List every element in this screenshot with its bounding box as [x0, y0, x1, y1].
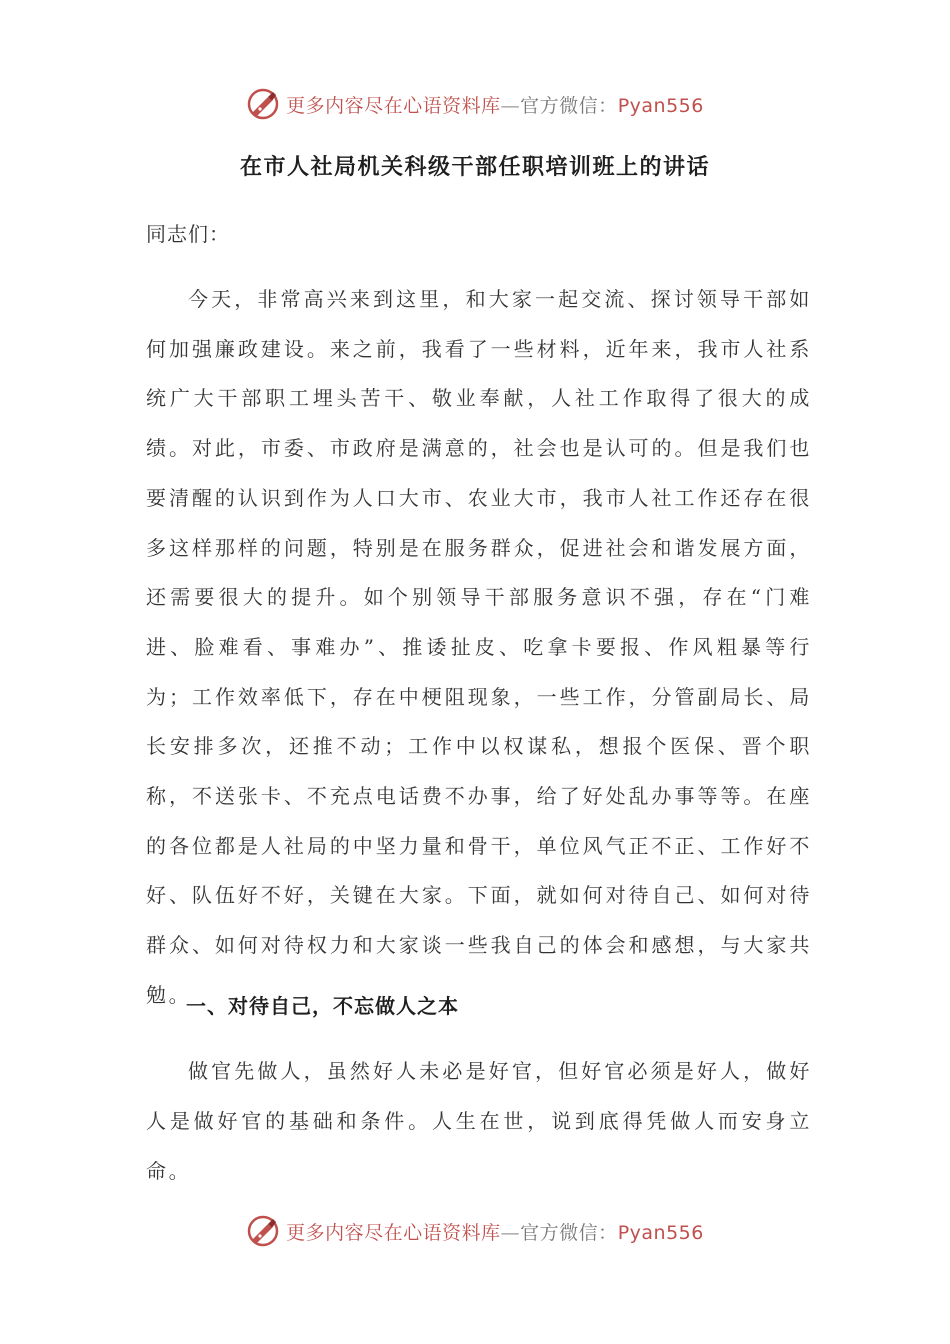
footer-banner — [0, 1209, 950, 1253]
salutation: 同志们： — [146, 222, 230, 246]
banner-text — [286, 1218, 704, 1245]
body-paragraph-2: 做官先做人，虽然好人未必是好官，但好官必须是好人，做好人是做好官的基础和条件。人生在世，说到底得凭做人而安身立命。 — [146, 1059, 812, 1183]
pen-nib-logo-icon — [246, 87, 280, 121]
banner-separator: — — [500, 1221, 521, 1244]
header-banner — [0, 82, 950, 126]
banner-wechat-id: Pyan556 — [617, 94, 704, 117]
banner-brand-text: 更多内容尽在心语资料库 — [286, 94, 501, 117]
banner-wechat-id: Pyan556 — [617, 1221, 704, 1244]
banner-official-label: 官方微信： — [520, 1221, 618, 1244]
banner-brand-text: 更多内容尽在心语资料库 — [286, 1221, 501, 1244]
document-title: 在市人社局机关科级干部任职培训班上的讲话 — [239, 154, 710, 180]
section-heading-1: 一、对待自己，不忘做人之本 — [186, 994, 459, 1018]
pen-nib-logo-icon — [246, 1214, 280, 1248]
banner-official-label: 官方微信： — [520, 94, 618, 117]
body-paragraph-1: 今天，非常高兴来到这里，和大家一起交流、探讨领导干部如何加强廉政建设。来之前，我看了一些材料，近年来，我市人社系统广大干部职工埋头苦干、敬业奉献，人社工作取得了很大的成绩。对此，市委、市政府是满意的，社会也是认可的。但是我们也要清醒的认识到作为人口大市、农业大市，我市人社工作还存在很多这样那样的问题，特别是在服务群众，促进社会和谐发展方面，还需要很大的提升。如个别领导干部服务意识不强，存在“门难进、脸难看、事难办”、推诿扯皮、吃拿卡要报、作风粗暴等行为；工作效率低下，存在中梗阻现象，一些工作，分管副局长、局长安排多次，还推不动；工作中以权谋私，想报个医保、晋个职称，不送张卡、不充点电话费不办事，给了好处乱办事等等。在座的各位都是人社局的中坚力量和骨干，单位风气正不正、工作好不好、队伍好不好，关键在大家。下面，就如何对待自己、如何对待群众、如何对待权力和大家谈一些我自己的体会和感想，与大家共勉。 — [146, 287, 812, 1007]
banner-separator: — — [500, 94, 521, 117]
banner-text — [286, 91, 704, 118]
